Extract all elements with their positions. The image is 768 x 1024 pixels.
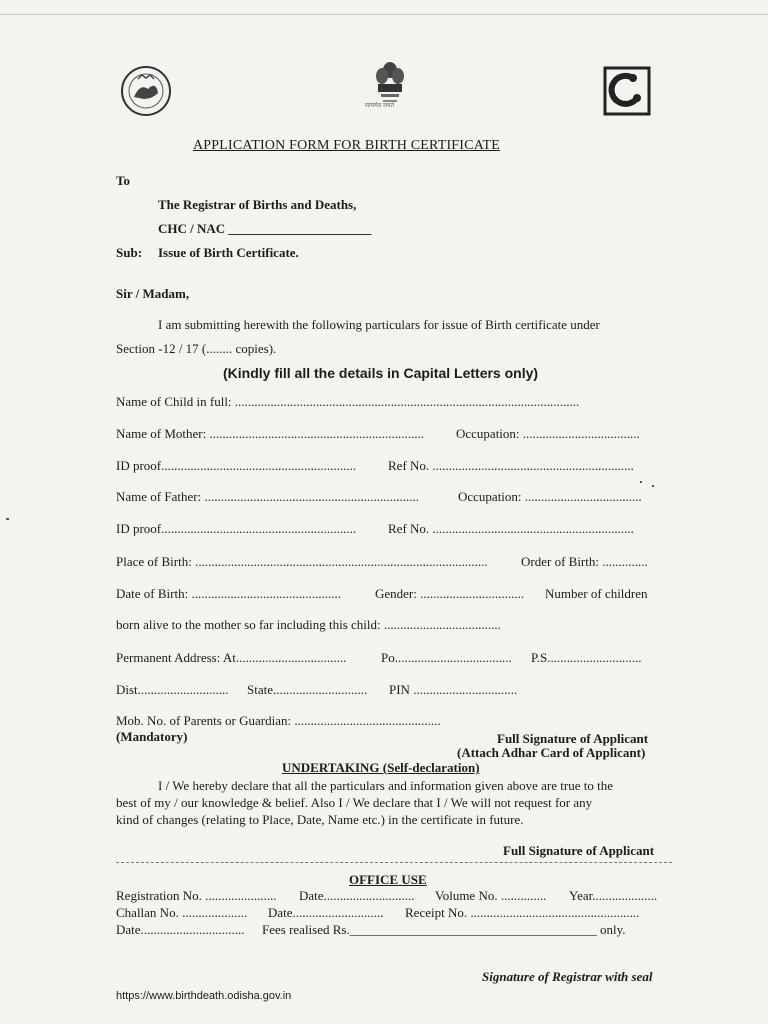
capital-letters-instruction: (Kindly fill all the details in Capital Letters only) xyxy=(223,365,539,381)
post-office-field[interactable]: Po.................................... xyxy=(381,650,512,665)
subject-text: Issue of Birth Certificate. xyxy=(158,245,299,260)
mother-id-proof-field[interactable]: ID proof............................................................ xyxy=(116,458,357,473)
receipt-no-field[interactable]: Receipt No. .................................................... xyxy=(405,905,640,920)
website-footer: https://www.birthdeath.odisha.gov.in xyxy=(116,990,292,1002)
scan-speck xyxy=(6,518,9,520)
place-of-birth-field[interactable]: Place of Birth: .......................................................................................... xyxy=(116,554,488,569)
scan-speck xyxy=(640,481,642,483)
undertaking-line-3: kind of changes (relating to Place, Date, Name etc.) in the certificate in future. xyxy=(116,812,524,827)
undertaking-line-2: best of my / our knowledge & belief. Also I / We declare that I / We will not request for any xyxy=(116,795,593,810)
to-label: To xyxy=(116,173,130,188)
state-field[interactable]: State............................. xyxy=(247,682,368,697)
emblem-caption: सत्यमेव जयते xyxy=(365,103,395,109)
top-scan-edge xyxy=(0,14,768,15)
challan-date-field[interactable]: Date............................ xyxy=(268,905,384,920)
order-of-birth-field[interactable]: Order of Birth: .............. xyxy=(521,554,648,569)
father-name-field[interactable]: Name of Father: .................................................................. xyxy=(116,489,419,504)
district-field[interactable]: Dist............................ xyxy=(116,682,229,697)
registration-no-field[interactable]: Registration No. ...................... xyxy=(116,888,277,903)
applicant-signature-2: Full Signature of Applicant xyxy=(503,843,655,858)
father-occupation-field[interactable]: Occupation: .................................... xyxy=(458,489,642,504)
challan-no-field[interactable]: Challan No. .................... xyxy=(116,905,248,920)
intro-line-1: I am submitting herewith the following particulars for issue of Birth certificate under xyxy=(158,317,600,332)
child-name-field[interactable]: Name of Child in full: .......................................................................................................... xyxy=(116,394,580,409)
section-divider xyxy=(116,862,672,863)
intro-line-2: Section -12 / 17 (........ copies). xyxy=(116,341,277,356)
registrar-signature: Signature of Registrar with seal xyxy=(482,969,653,984)
permanent-address-field[interactable]: Permanent Address: At.................................. xyxy=(116,650,347,665)
father-ref-no-field[interactable]: Ref No. .............................................................. xyxy=(388,521,634,536)
mother-occupation-field[interactable]: Occupation: .................................... xyxy=(456,426,640,441)
registration-date-field[interactable]: Date............................ xyxy=(299,888,415,903)
office-use-title: OFFICE USE xyxy=(349,872,427,887)
applicant-signature-1: Full Signature of Applicant xyxy=(497,731,649,746)
registrar-address: The Registrar of Births and Deaths, xyxy=(158,197,357,212)
children-count-field[interactable]: born alive to the mother so far including this child: .................................... xyxy=(116,617,501,632)
attach-adhar-note: (Attach Adhar Card of Applicant) xyxy=(457,745,646,760)
fees-realised-field[interactable]: Fees realised Rs.______________________________________ only. xyxy=(262,922,626,937)
father-id-proof-field[interactable]: ID proof............................................................ xyxy=(116,521,357,536)
birth-death-logo-icon xyxy=(603,66,651,116)
subject-label: Sub: xyxy=(116,245,143,260)
salutation: Sir / Madam, xyxy=(116,286,190,301)
chc-nac-line: CHC / NAC ______________________ xyxy=(158,221,372,236)
mother-ref-no-field[interactable]: Ref No. .............................................................. xyxy=(388,458,634,473)
scan-speck xyxy=(652,485,654,487)
police-station-field[interactable]: P.S............................. xyxy=(531,650,642,665)
volume-no-field[interactable]: Volume No. .............. xyxy=(435,888,547,903)
undertaking-line-1: I / We hereby declare that all the particulars and information given above are true to the xyxy=(158,778,613,793)
year-field[interactable]: Year.................... xyxy=(569,888,658,903)
fees-date-field[interactable]: Date................................ xyxy=(116,922,245,937)
children-count-label: Number of children xyxy=(545,586,648,601)
form-title: APPLICATION FORM FOR BIRTH CERTIFICATE xyxy=(193,138,500,153)
pin-field[interactable]: PIN ................................ xyxy=(389,682,518,697)
undertaking-title: UNDERTAKING (Self-declaration) xyxy=(282,760,480,775)
date-of-birth-field[interactable]: Date of Birth: .............................................. xyxy=(116,586,341,601)
odisha-emblem-icon xyxy=(118,63,174,119)
mother-name-field[interactable]: Name of Mother: .................................................................. xyxy=(116,426,425,441)
mandatory-note: (Mandatory) xyxy=(116,729,188,744)
mobile-number-field[interactable]: Mob. No. of Parents or Guardian: ............................................. xyxy=(116,713,441,728)
gender-field[interactable]: Gender: ................................ xyxy=(375,586,525,601)
